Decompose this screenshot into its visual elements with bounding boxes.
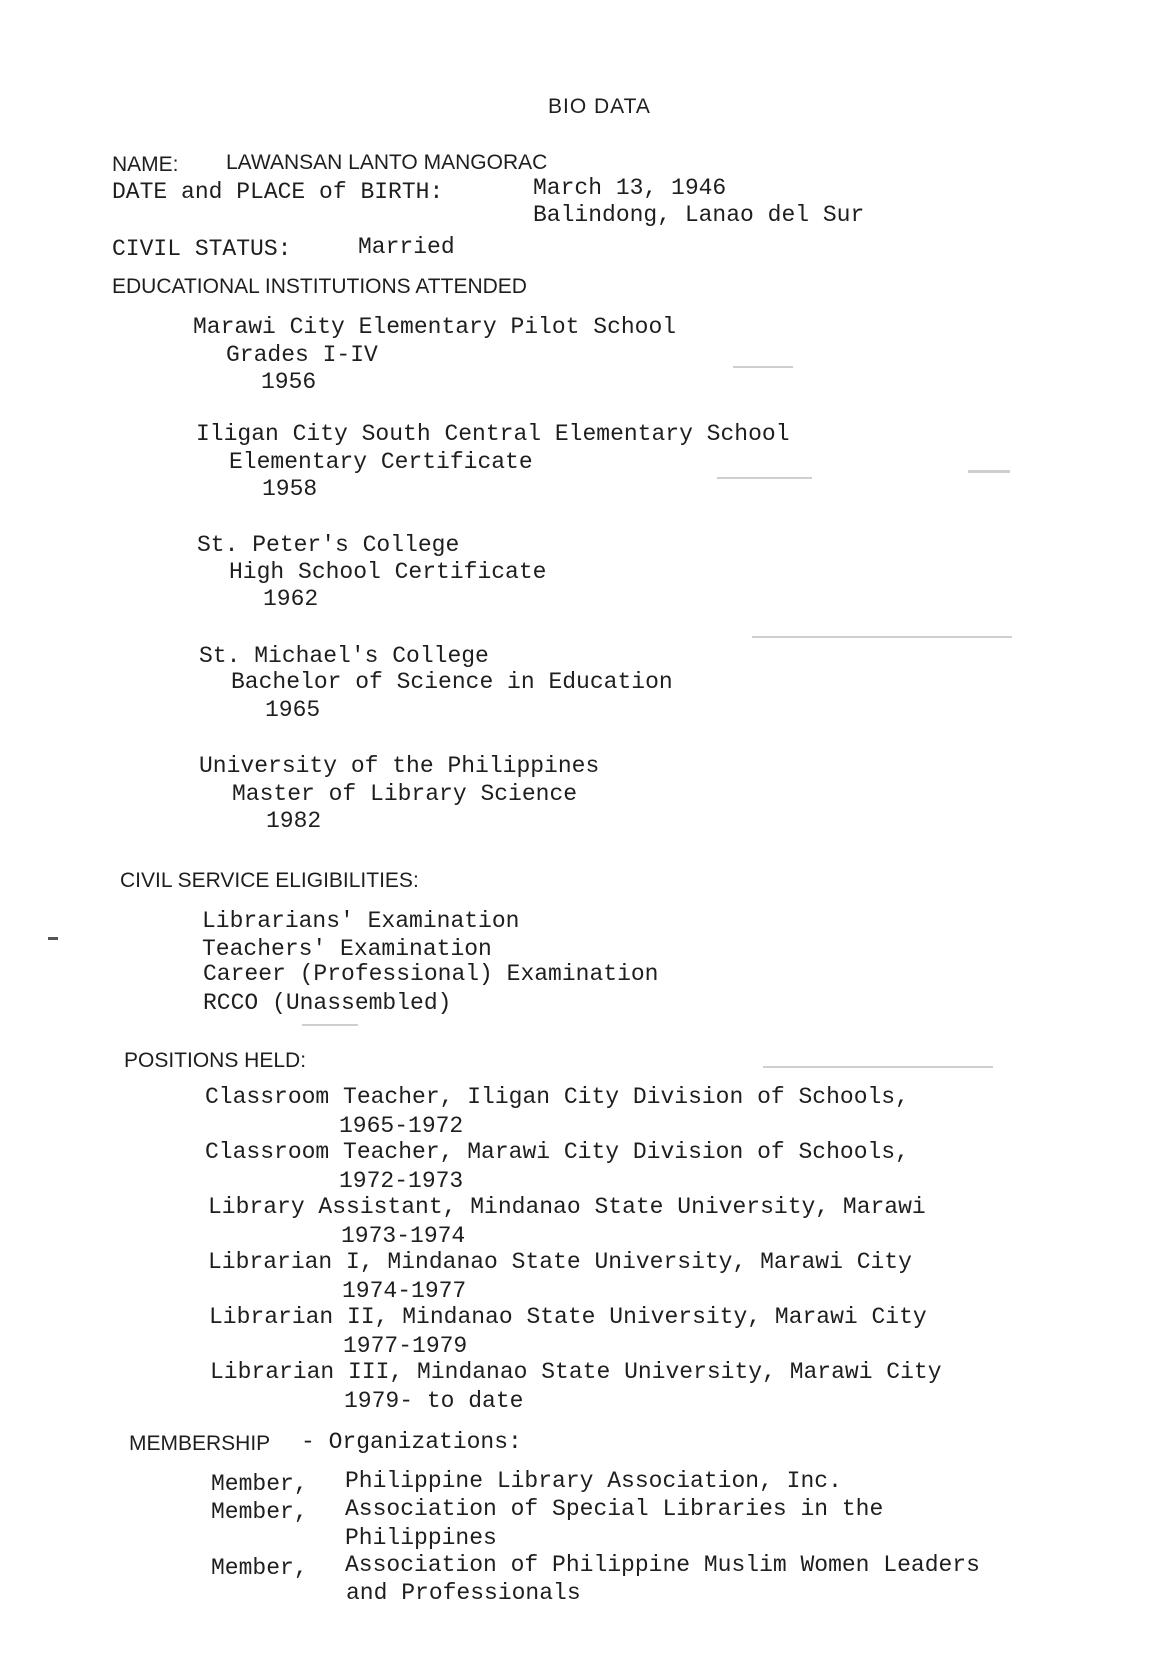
- eligibility-item: Librarians' Examination: [202, 908, 520, 934]
- eligibility-item: Teachers' Examination: [202, 936, 492, 962]
- position-title: Librarian III, Mindanao State University, Marawi City: [210, 1359, 942, 1385]
- membership-role: Member,: [211, 1499, 308, 1525]
- education-detail: High School Certificate: [229, 559, 547, 585]
- position-title: Librarian II, Mindanao State University, Marawi City: [209, 1304, 927, 1330]
- education-year: 1965: [265, 697, 321, 723]
- scan-speck: [717, 477, 812, 479]
- birth-label: DATE and PLACE of BIRTH:: [112, 179, 444, 205]
- membership-heading: MEMBERSHIP: [129, 1432, 271, 1455]
- civil-status-value: Married: [358, 234, 455, 260]
- position-years: 1974-1977: [342, 1278, 467, 1304]
- education-year: 1956: [261, 369, 317, 395]
- position-title: Library Assistant, Mindanao State University, Marawi: [208, 1194, 926, 1220]
- scan-speck: [752, 636, 1012, 638]
- education-heading: EDUCATIONAL INSTITUTIONS ATTENDED: [112, 275, 527, 298]
- education-detail: Elementary Certificate: [229, 449, 533, 475]
- membership-org-continued: Philippines: [345, 1525, 497, 1551]
- education-school: St. Michael's College: [199, 643, 489, 669]
- membership-org-continued: and Professionals: [346, 1580, 581, 1606]
- position-years: 1973-1974: [341, 1223, 466, 1249]
- scan-speck: [48, 937, 58, 940]
- scan-speck: [302, 1024, 358, 1026]
- position-title: Classroom Teacher, Marawi City Division of Schools,: [205, 1139, 909, 1165]
- scan-speck: [763, 1066, 993, 1068]
- education-school: University of the Philippines: [199, 753, 600, 779]
- education-detail: Master of Library Science: [232, 781, 578, 807]
- position-years: 1972-1973: [339, 1168, 464, 1194]
- birth-place: Balindong, Lanao del Sur: [533, 202, 865, 228]
- membership-org: Philippine Library Association, Inc.: [345, 1468, 842, 1494]
- position-years: 1965-1972: [339, 1113, 464, 1139]
- name-label: NAME:: [112, 153, 179, 176]
- membership-role: Member,: [211, 1471, 308, 1497]
- page-title: BIO DATA: [548, 95, 651, 118]
- position-title: Classroom Teacher, Iligan City Division of Schools,: [205, 1084, 909, 1110]
- membership-role: Member,: [211, 1555, 308, 1581]
- membership-subheading: - Organizations:: [301, 1429, 522, 1455]
- education-school: Marawi City Elementary Pilot School: [193, 314, 677, 340]
- education-year: 1962: [263, 586, 319, 612]
- education-school: Iligan City South Central Elementary School: [196, 421, 790, 447]
- eligibility-item: RCCO (Unassembled): [203, 990, 452, 1016]
- position-years: 1977-1979: [343, 1333, 468, 1359]
- civil-status-label: CIVIL STATUS:: [112, 236, 292, 262]
- education-year: 1958: [262, 476, 318, 502]
- position-years: 1979- to date: [344, 1388, 524, 1414]
- membership-org: Association of Special Libraries in the: [345, 1496, 884, 1522]
- name-value: LAWANSAN LANTO MANGORAC: [226, 151, 548, 174]
- membership-org: Association of Philippine Muslim Women Leaders: [345, 1552, 980, 1578]
- birth-date: March 13, 1946: [533, 175, 727, 201]
- education-detail: Grades I-IV: [226, 342, 378, 368]
- scan-speck: [968, 470, 1010, 473]
- positions-heading: POSITIONS HELD:: [124, 1049, 307, 1072]
- eligibilities-heading: CIVIL SERVICE ELIGIBILITIES:: [120, 869, 419, 892]
- scan-speck: [733, 366, 793, 368]
- education-year: 1982: [266, 808, 322, 834]
- position-title: Librarian I, Mindanao State University, Marawi City: [208, 1249, 912, 1275]
- eligibility-item: Career (Professional) Examination: [203, 961, 659, 987]
- education-school: St. Peter's College: [197, 532, 460, 558]
- education-detail: Bachelor of Science in Education: [231, 669, 673, 695]
